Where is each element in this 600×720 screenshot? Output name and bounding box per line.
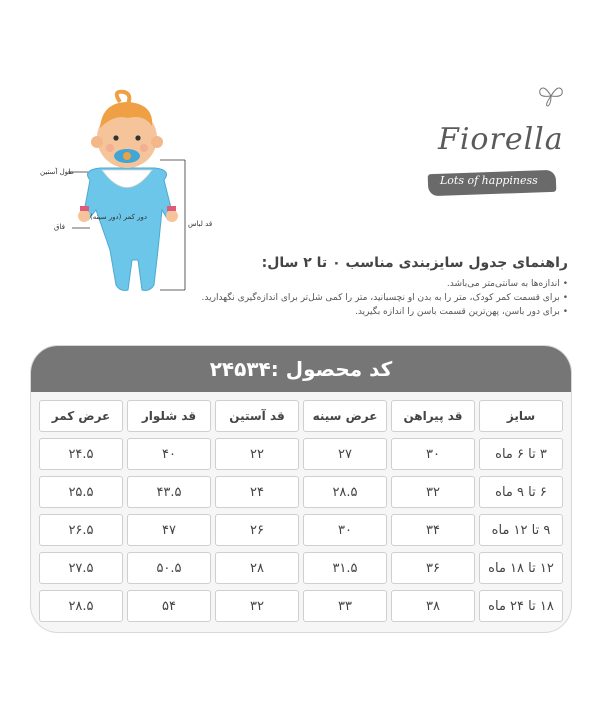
guide-note: • برای دور باسن، پهن‌ترین قسمت باسن را اندازه بگیرید.	[128, 305, 568, 319]
table-cell: ۲۵.۵	[39, 476, 123, 508]
table-cell: ۳۸	[391, 590, 475, 622]
table-cell: ۳۳	[303, 590, 387, 622]
table-cell: ۲۴	[215, 476, 299, 508]
brand-name: Fiorella	[438, 122, 564, 157]
product-code-header: کد محصول :۲۴۵۳۴	[31, 346, 571, 392]
table-cell: ۳۱.۵	[303, 552, 387, 584]
guide-note: • برای قسمت کمر کودک، متر را به بدن او نچسبانید، متر را کمی شل‌تر برای اندازه‌گیری نگهدارید.	[128, 291, 568, 305]
label-sleeve-length: طول آستین	[40, 168, 74, 176]
table-cell: ۲۶.۵	[39, 514, 123, 546]
table-cell: ۴۷	[127, 514, 211, 546]
table-cell: ۱۲ تا ۱۸ ماه	[479, 552, 563, 584]
table-cell: ۳۲	[391, 476, 475, 508]
table-cell: ۵۰.۵	[127, 552, 211, 584]
table-cell: ۲۷	[303, 438, 387, 470]
table-cell: ۲۲	[215, 438, 299, 470]
label-rise: فاق	[54, 223, 65, 231]
guide-title: راهنمای جدول سایزبندی مناسب ۰ تا ۲ سال:	[261, 255, 568, 271]
table-cell: ۹ تا ۱۲ ماه	[479, 514, 563, 546]
table-cell: ۲۸.۵	[39, 590, 123, 622]
guide-notes-list	[128, 277, 568, 319]
label-garment-length: قد لباس	[188, 220, 213, 228]
table-cell: ۳۰	[303, 514, 387, 546]
brand-tagline: Lots of happiness	[440, 174, 538, 187]
table-cell: ۳۲	[215, 590, 299, 622]
table-cell: ۱۸ تا ۲۴ ماه	[479, 590, 563, 622]
table-cell: ۲۸.۵	[303, 476, 387, 508]
table-cell: ۵۴	[127, 590, 211, 622]
size-table	[30, 345, 572, 633]
butterfly-icon	[538, 84, 564, 108]
table-cell: ۶ تا ۹ ماه	[479, 476, 563, 508]
size-guide-notes	[128, 255, 568, 319]
table-header-cell: عرض سینه	[303, 400, 387, 432]
table-cell: ۲۸	[215, 552, 299, 584]
table-cell: ۲۴.۵	[39, 438, 123, 470]
table-cell: ۳۴	[391, 514, 475, 546]
table-header-cell: عرض کمر	[39, 400, 123, 432]
label-waist: دور کمر (دور سینه)	[90, 213, 147, 221]
size-table-grid	[39, 400, 563, 622]
table-header-cell: قد آستین	[215, 400, 299, 432]
table-cell: ۴۳.۵	[127, 476, 211, 508]
table-cell: ۳۰	[391, 438, 475, 470]
guide-note: • اندازه‌ها به سانتی‌متر می‌باشد.	[128, 277, 568, 291]
table-header-cell: سایز	[479, 400, 563, 432]
brand-logo	[410, 80, 570, 210]
table-cell: ۳ تا ۶ ماه	[479, 438, 563, 470]
table-cell: ۳۶	[391, 552, 475, 584]
table-cell: ۲۶	[215, 514, 299, 546]
table-header-cell: قد شلوار	[127, 400, 211, 432]
table-header-cell: قد پیراهن	[391, 400, 475, 432]
table-cell: ۲۷.۵	[39, 552, 123, 584]
table-cell: ۴۰	[127, 438, 211, 470]
